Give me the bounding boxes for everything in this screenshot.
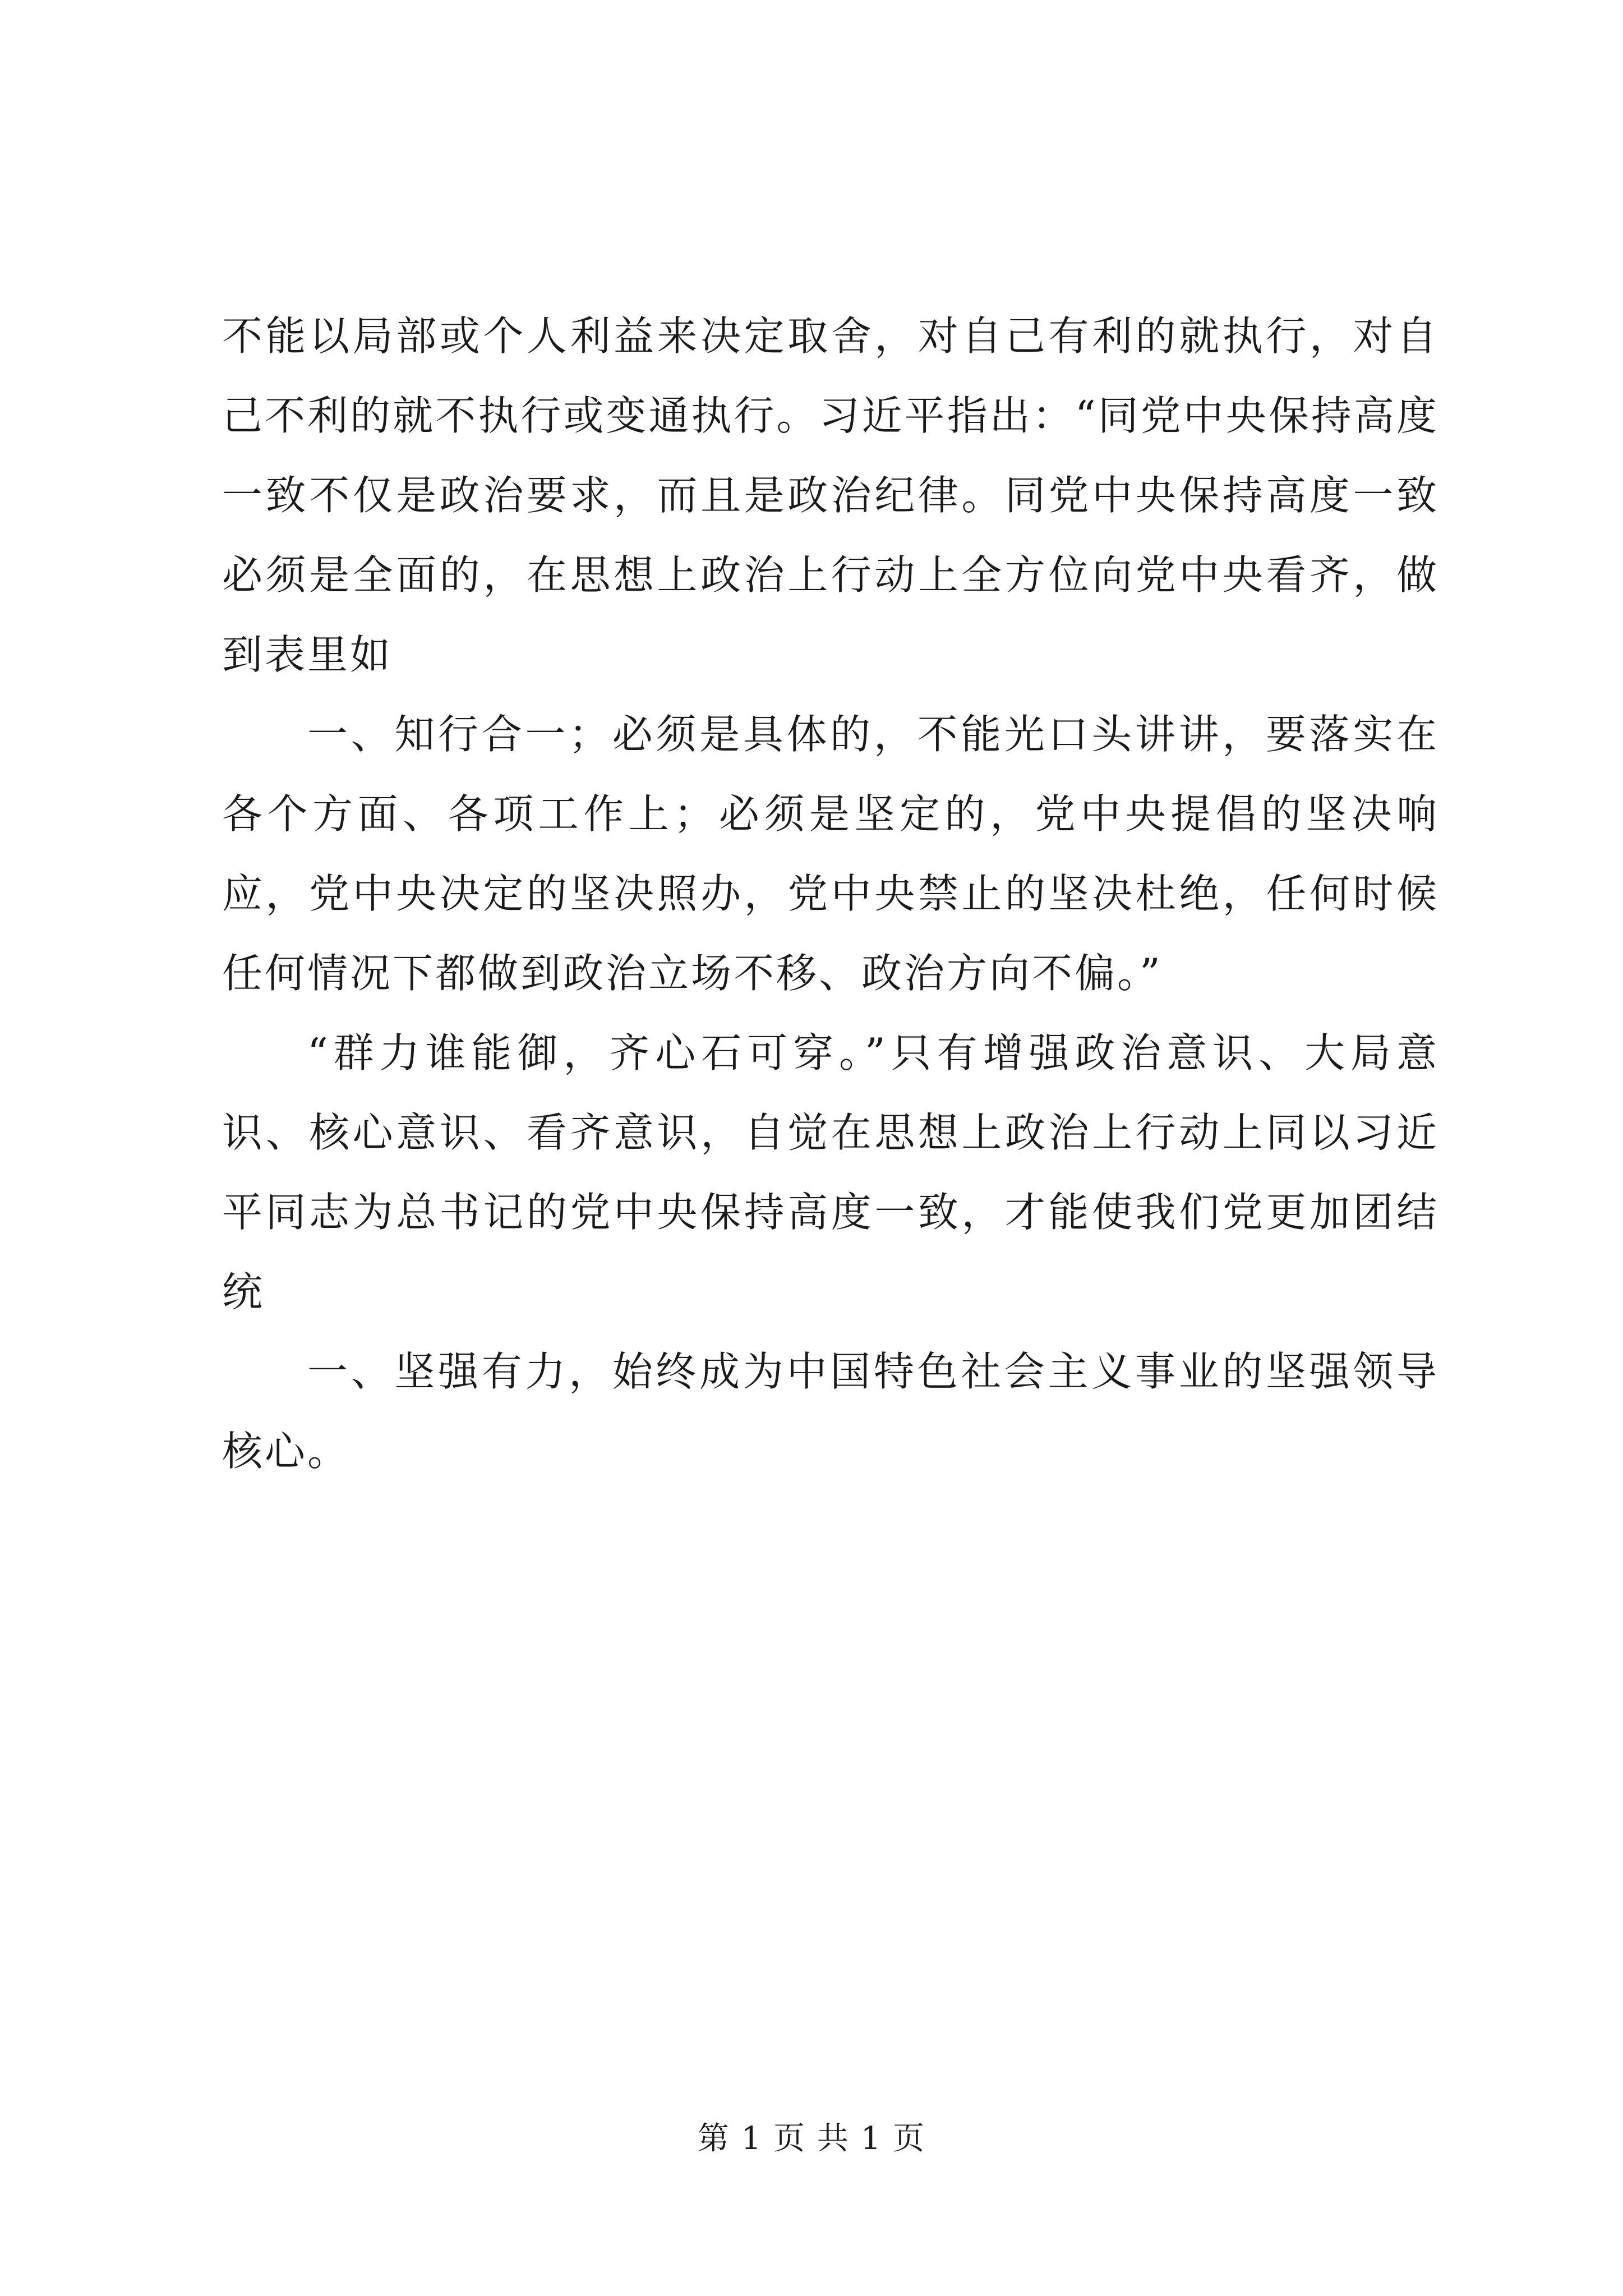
paragraph-1: 不能以局部或个人利益来决定取舍，对自己有利的就执行，对自己不利的就不执行或变通执行。习近平指出：“同党中央保持高度一致不仅是政治要求，而且是政治纪律。同党中央保持高度一致必须是全面的，在思想上政治上行动上全方位向党中央看齐，做到表里如 (222, 312, 1439, 678)
page-number-label: 第 1 页 共 1 页 (697, 2120, 926, 2157)
paragraph-2: 一、知行合一；必须是具体的，不能光口头讲讲，要落实在各个方面、各项工作上；必须是坚定的，党中央提倡的坚决响应，党中央决定的坚决照办，党中央禁止的坚决杜绝，任何时候任何情况下都做到政治立场不移、政治方向不偏。” (222, 711, 1439, 997)
paragraph-3: “群力谁能御，齐心石可穿。”只有增强政治意识、大局意识、核心意识、看齐意识，自觉在思想上政治上行动上同以习近平同志为总书记的党中央保持高度一致，才能使我们党更加团结统 (222, 1029, 1439, 1315)
document-body (222, 296, 1439, 1491)
page-footer (0, 2119, 1623, 2159)
paragraph-4: 一、坚强有力，始终成为中国特色社会主义事业的坚强领导核心。 (222, 1348, 1439, 1475)
